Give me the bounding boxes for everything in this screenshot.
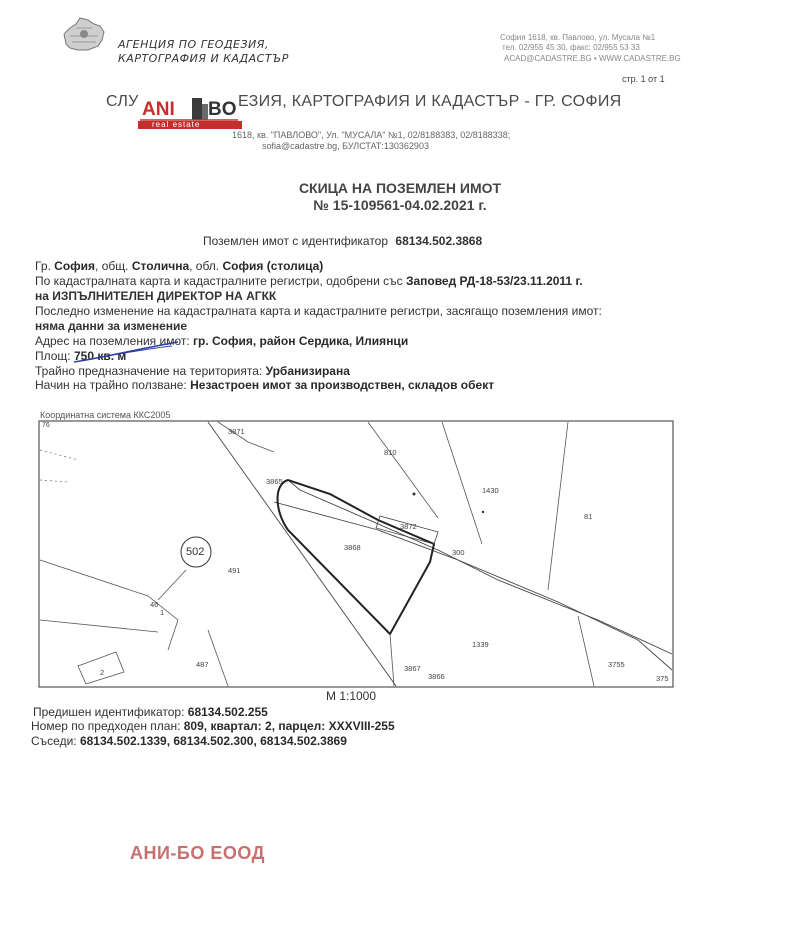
area-label: Площ: — [35, 349, 74, 363]
approved-order: Заповед РД-18-53/23.11.2011 г. — [405, 274, 583, 288]
parcel-3755: 3755 — [608, 660, 625, 669]
office-email: sofia@cadastre.bg, БУЛСТАТ:130362903 — [262, 141, 429, 151]
cadastral-map-svg — [38, 420, 674, 690]
location-prefix: Гр. — [35, 259, 55, 273]
approved-line — [35, 274, 583, 288]
last-change-value: няма данни за изменение — [35, 319, 188, 333]
parcel-1339: 1339 — [472, 640, 489, 649]
previous-plan-value: 809, квартал: 2, парцел: XXXVIII-255 — [183, 719, 395, 733]
pen-mark — [72, 340, 182, 366]
parcel-3868: 3868 — [344, 543, 361, 552]
document-title: СКИЦА НА ПОЗЕМЛЕН ИМОТ — [298, 180, 502, 196]
last-change-text: Последно изменение на кадастралната карта и кадастралните регистри, засягащо поземления имот: — [35, 304, 602, 318]
purpose-line — [35, 364, 350, 378]
parcel-46: 46 — [150, 600, 159, 609]
agency-name-line1: АГЕНЦИЯ ПО ГЕОДЕЗИЯ, — [118, 38, 269, 51]
parcel-810: 810 — [384, 448, 397, 457]
logo-text-ani: ANI — [142, 99, 175, 120]
document-number: № 15-109561-04.02.2021 г. — [313, 197, 487, 213]
previous-identifier-value: 68134.502.255 — [187, 705, 268, 719]
parcel-3872: 3872 — [400, 522, 417, 531]
previous-identifier-line — [33, 705, 268, 719]
office-title-prefix: СЛУ — [106, 93, 139, 110]
previous-plan-label: Номер по предходен план: — [31, 719, 184, 733]
identifier-line — [203, 234, 482, 248]
cadastral-map — [38, 420, 674, 690]
parcel-375: 375 — [656, 674, 669, 683]
neighbors-label: Съседи: — [31, 734, 80, 748]
page-counter: стр. 1 от 1 — [622, 74, 665, 84]
purpose-value: Урбанизирана — [265, 364, 350, 378]
agency-emblem — [58, 14, 110, 60]
office-address: 1618, кв. "ПАВЛОВО", Ул. "МУСАЛА" №1, 02/8188383, 02/8188338; — [232, 130, 511, 140]
parcel-491: 491 — [228, 566, 241, 575]
aniibo-logo — [138, 98, 242, 130]
area-value: 750 кв. м — [73, 349, 127, 363]
location-sep1: , общ. — [95, 259, 132, 273]
previous-plan-line — [31, 719, 395, 733]
office-title: ЕЗИЯ, КАРТОГРАФИЯ И КАДАСТЪР - ГР. СОФИЯ — [238, 93, 622, 110]
parcel-76: 76 — [42, 422, 50, 429]
location-line — [35, 259, 323, 273]
map-scale: М 1:1000 — [326, 689, 377, 703]
agency-name-line2: КАРТОГРАФИЯ И КАДАСТЪР — [118, 52, 289, 65]
location-sep2: , обл. — [189, 259, 223, 273]
parcel-3865: 3865 — [266, 477, 283, 486]
usage-line — [35, 378, 494, 392]
agency-contact-line2: тел. 02/955 45 30, факс: 02/955 53 33 — [502, 43, 640, 52]
seller-name: АНИ-БО ЕООД — [130, 843, 265, 863]
usage-label: Начин на трайно ползване: — [35, 378, 191, 392]
parcel-2: 2 — [100, 668, 105, 677]
parcel-487: 487 — [196, 660, 209, 669]
address-label: Адрес на поземления имот: — [35, 334, 194, 348]
neighbors-value: 68134.502.1339, 68134.502.300, 68134.502.3869 — [79, 734, 347, 748]
logo-subtitle: real estate — [152, 120, 201, 129]
logo-text-bo: BO — [208, 99, 237, 120]
agency-contact-line3: ACAD@CADASTRE.BG • WWW.CADASTRE.BG — [504, 54, 681, 63]
purpose-label: Трайно предназначение на територията: — [35, 364, 266, 378]
usage-value: Незастроен имот за производствен, складов обект — [190, 378, 495, 392]
parcel-3871: 3871 — [228, 427, 245, 436]
parcel-3866: 3866 — [428, 672, 445, 681]
parcel-1430: 1430 — [482, 486, 499, 495]
parcel-1: 1 — [160, 608, 165, 617]
agency-contact-line1: София 1618, кв. Павлово, ул. Мусала №1 — [500, 33, 656, 42]
neighbors-line — [31, 734, 347, 748]
parcel-300: 300 — [452, 548, 465, 557]
approved-by: на ИЗПЪЛНИТЕЛЕН ДИРЕКТОР НА АГКК — [35, 289, 277, 303]
location-city: София — [54, 259, 96, 273]
parcel-81: 81 — [584, 512, 593, 521]
identifier-label: Поземлен имот с идентификатор — [203, 234, 389, 248]
approved-text: По кадастралната карта и кадастралните регистри, одобрени със — [35, 274, 406, 288]
address-value: гр. София, район Сердика, Илиянци — [193, 334, 409, 348]
location-municipality: Столична — [131, 259, 190, 273]
identifier-value: 68134.502.3868 — [395, 234, 483, 248]
coordinate-system: Координатна система ККС2005 — [40, 410, 171, 420]
parcel-3867: 3867 — [404, 664, 421, 673]
location-region: София (столица) — [222, 259, 324, 273]
previous-identifier-label: Предишен идентификатор: — [33, 705, 188, 719]
block-number: 502 — [186, 546, 205, 558]
